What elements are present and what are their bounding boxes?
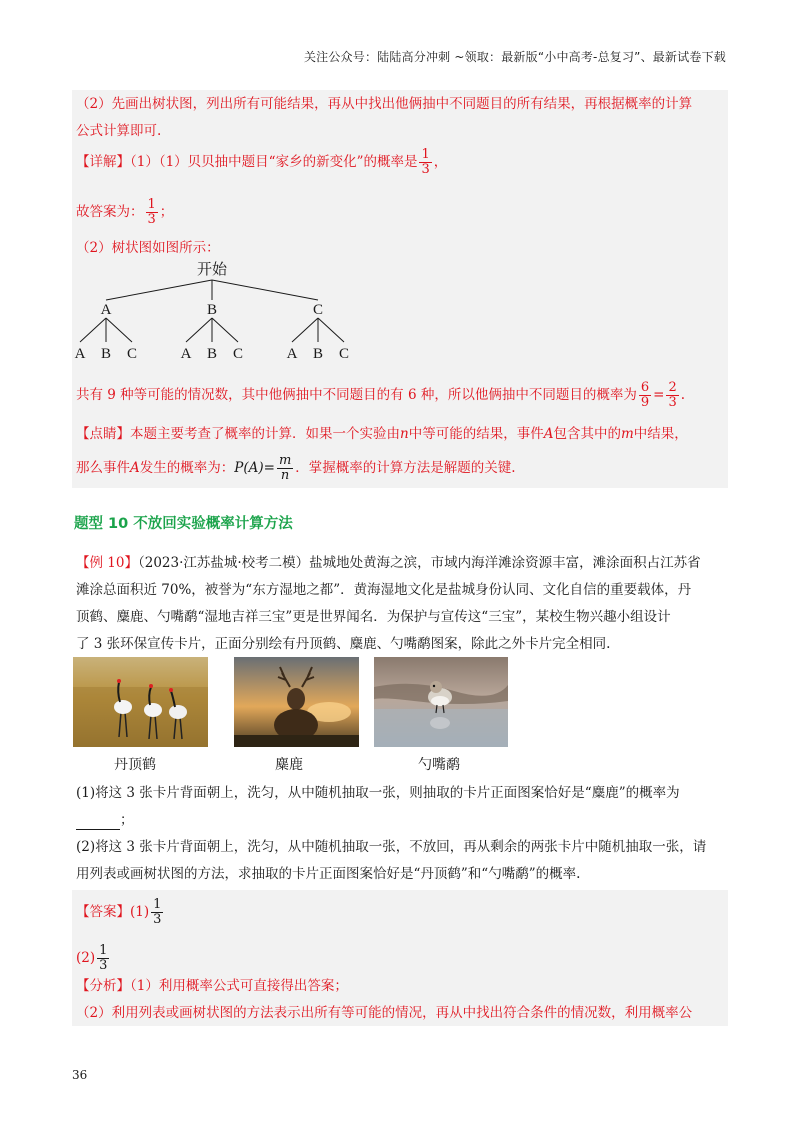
- answer-blank: [76, 816, 120, 830]
- answer-2-line: (2) $\frac{1}{3}$: [76, 943, 108, 973]
- tree-b-a: A: [180, 346, 192, 362]
- question-2-line-1: (2)将这 3 张卡片背面朝上，洗匀，从中随机抽取一张，不放回，再从剩余的两张卡片中随机抽取一张，请: [76, 839, 707, 855]
- detail-text: （1）（1）贝贝抽中题目“家乡的新变化”的概率是: [130, 154, 418, 170]
- example-tag: 【例 10】: [76, 555, 138, 571]
- caption-sandpiper: 勺嘴鹬: [418, 757, 460, 773]
- tree-a-c: C: [126, 346, 138, 362]
- answer-2-fraction: $\frac{1}{3}$: [99, 943, 108, 973]
- tree-c-b: B: [312, 346, 324, 362]
- tree-l1-c: C: [312, 302, 324, 318]
- comment-line-2: 那么事件A发生的概率为：P(A)= $\frac{m}{n}$ ．掌握概率的计算方法是解题的关键.: [76, 453, 516, 483]
- example-line-3: 顶鹤、麋鹿、勺嘴鹬“湿地吉祥三宝”更是世界闻名．为保护与宣传这“三宝”，某校生物兴趣小组设计: [76, 609, 671, 625]
- page-number: 36: [72, 1068, 88, 1082]
- crane-photo: [73, 657, 208, 747]
- question-2-line-2: 用列表或画树状图的方法，求抽取的卡片正面图案恰好是“丹顶鹤”和“勺嘴鹬”的概率.: [76, 866, 581, 882]
- analysis-line-1: 【分析】（1）利用概率公式可直接得出答案；: [76, 978, 348, 994]
- answer-tag: 【答案】: [76, 904, 130, 920]
- tree-b-b: B: [206, 346, 218, 362]
- answer-fraction: $\frac{1}{3}$: [147, 197, 156, 227]
- detail-fraction: $\frac{1}{3}$: [421, 147, 430, 177]
- question-1-line-1: (1)将这 3 张卡片背面朝上，洗匀，从中随机抽取一张，则抽取的卡片正面图案恰好是“麋鹿”的概率为: [76, 785, 680, 801]
- caption-deer: 麋鹿: [275, 757, 303, 773]
- detail-tag: 【详解】: [76, 154, 130, 170]
- tree-label: （2）树状图如图所示：: [76, 240, 220, 256]
- conclusion-fraction-2: $\frac{2}{3}$: [668, 380, 677, 410]
- analysis-line-2: （2）利用列表或画树状图的方法表示出所有等可能的情况，再从中找出符合条件的情况数，利用概率公: [76, 1005, 693, 1021]
- comment-formula-fraction: $\frac{m}{n}$: [278, 453, 292, 483]
- solution-step2-hint-line2: 公式计算即可.: [76, 123, 162, 139]
- tree-a-a: A: [74, 346, 86, 362]
- tree-l1-b: B: [206, 302, 218, 318]
- caption-crane: 丹顶鹤: [114, 757, 156, 773]
- section-title: 题型 10 不放回实验概率计算方法: [74, 516, 293, 532]
- comment-formula: P(A)=: [234, 460, 275, 476]
- tree-c-c: C: [338, 346, 350, 362]
- tree-c-a: A: [286, 346, 298, 362]
- deer-photo: [234, 657, 359, 747]
- answer-1-line: 【答案】(1) $\frac{1}{3}$: [76, 897, 162, 927]
- tree-l1-a: A: [100, 302, 112, 318]
- answer-1-fraction: $\frac{1}{3}$: [153, 897, 162, 927]
- sandpiper-photo: [374, 657, 508, 747]
- tree-b-c: C: [232, 346, 244, 362]
- page-header: 关注公众号：陆陆高分冲刺 ~领取：最新版“小中高考-总复习”、最新试卷下载: [303, 50, 726, 64]
- conclusion-fraction-1: $\frac{6}{9}$: [640, 380, 650, 410]
- answer-label: 故答案为：: [76, 204, 144, 220]
- tree-root: 开始: [196, 260, 228, 278]
- comment-line-1: 【点睛】本题主要考查了概率的计算．如果一个实验由n中等可能的结果，事件A包含其中的m中结果，: [76, 426, 688, 442]
- question-1-line-2: ；: [76, 810, 134, 830]
- example-line-1: 【例 10】（2023·江苏盐城·校考二模）盐城地处黄海之滨，市域内海洋滩涂资源丰富，滩涂面积占江苏省: [76, 555, 701, 571]
- answer-line: 故答案为： $\frac{1}{3}$ ；: [76, 197, 174, 227]
- probability-tree-diagram: [68, 258, 368, 366]
- example-line-4: 了 3 张环保宣传卡片，正面分别绘有丹顶鹤、麋鹿、勺嘴鹬图案，除此之外卡片完全相同.: [76, 636, 611, 652]
- comment-tag: 【点睛】: [76, 426, 130, 442]
- tree-a-b: B: [100, 346, 112, 362]
- analysis-tag: 【分析】: [76, 978, 130, 994]
- example-line-2: 滩涂总面积近 70%，被誉为“东方湿地之都”．黄海湿地文化是盐城身份认同、文化自信的重要载体，丹: [76, 582, 692, 598]
- solution-step2-hint-line1: （2）先画出树状图，列出所有可能结果，再从中找出他俩抽中不同题目的所有结果，再根据概率的计算: [76, 96, 693, 112]
- detail-line: 【详解】（1）（1）贝贝抽中题目“家乡的新变化”的概率是 $\frac{1}{3}$ ，: [76, 147, 448, 177]
- conclusion-line: 共有 9 种等可能的情况数，其中他俩抽中不同题目的有 6 种，所以他俩抽中不同题目的概率为 $\frac{6}{9}$ = $\frac{2}{3}$ .: [76, 380, 686, 410]
